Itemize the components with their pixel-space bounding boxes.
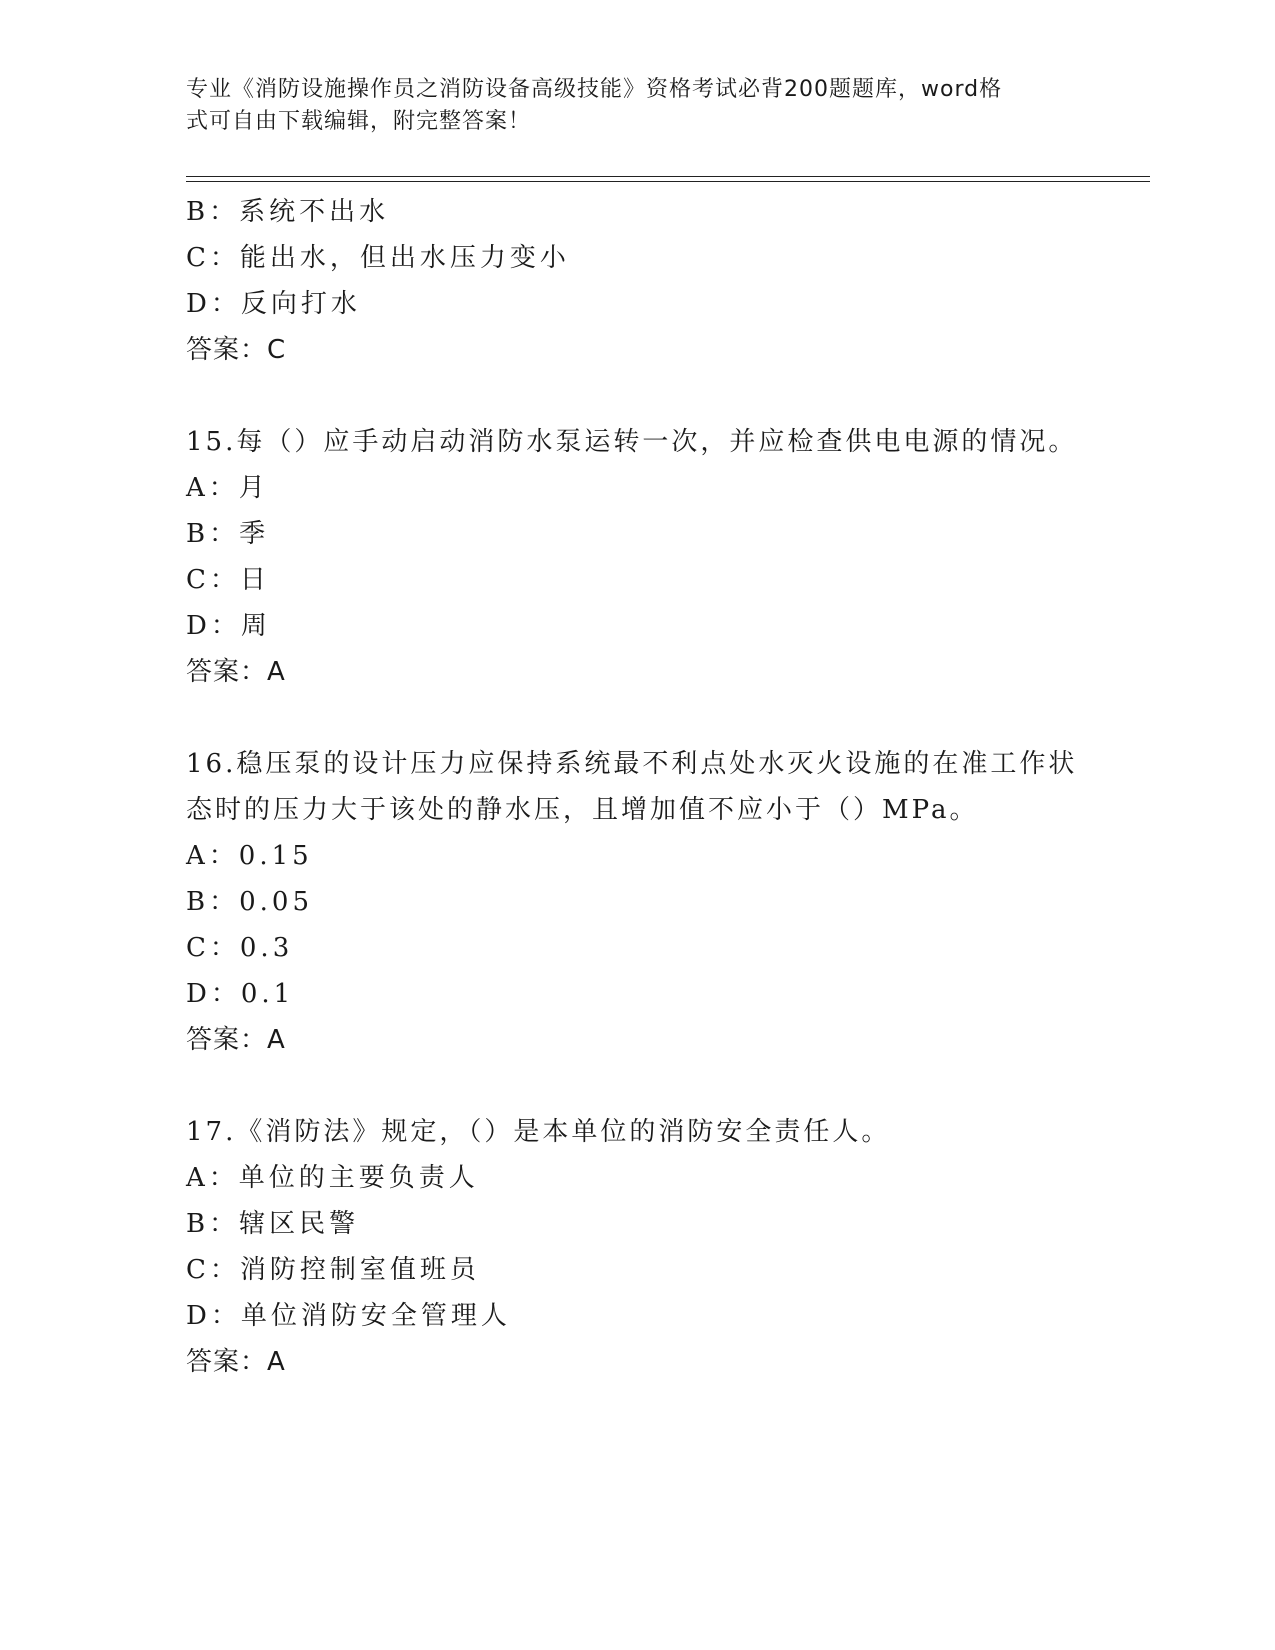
option-c: C：0.3 [186,933,294,963]
header-line-1: 专业《消防设施操作员之消防设备高级技能》资格考试必背200题题库，word格 [186,77,1003,102]
answer: 答案：A [186,1025,286,1055]
spacer [186,373,1086,419]
header-divider-top [186,176,1150,177]
question-text: 17.《消防法》规定，（）是本单位的消防安全责任人。 [186,1117,891,1147]
option-a: A：0.15 [186,841,313,871]
option-a: A：月 [186,473,269,503]
question-list [186,189,1086,1385]
question-text-line-2: 态时的压力大于该处的静水压，且增加值不应小于（）MPa。 [186,795,979,825]
question-17 [186,1109,1086,1385]
option-b: B：系统不出水 [186,197,390,227]
question-15 [186,419,1086,695]
header-line-2: 式可自由下载编辑，附完整答案！ [186,109,532,134]
option-b: B：季 [186,519,270,549]
option-c: C：日 [186,565,270,595]
option-a: A：单位的主要负责人 [186,1163,479,1193]
header-divider-bottom [186,181,1150,182]
question-14-tail [186,189,1086,373]
option-c: C：能出水，但出水压力变小 [186,243,570,273]
spacer [186,695,1086,741]
document-header [186,74,1066,138]
answer: 答案：A [186,657,286,687]
option-b: B：辖区民警 [186,1209,360,1239]
option-c: C：消防控制室值班员 [186,1255,480,1285]
question-text-line-1: 16.稳压泵的设计压力应保持系统最不利点处水灭火设施的在准工作状 [186,749,1078,779]
spacer [186,1063,1086,1109]
question-16 [186,741,1086,1063]
option-d: D：0.1 [186,979,295,1009]
question-text: 15.每（）应手动启动消防水泵运转一次，并应检查供电电源的情况。 [186,427,1078,457]
option-d: D：反向打水 [186,289,361,319]
option-b: B：0.05 [186,887,313,917]
answer: 答案：A [186,1347,286,1377]
option-d: D：周 [186,611,271,641]
option-d: D：单位消防安全管理人 [186,1301,511,1331]
question-text [186,741,1086,833]
answer: 答案：C [186,335,287,365]
